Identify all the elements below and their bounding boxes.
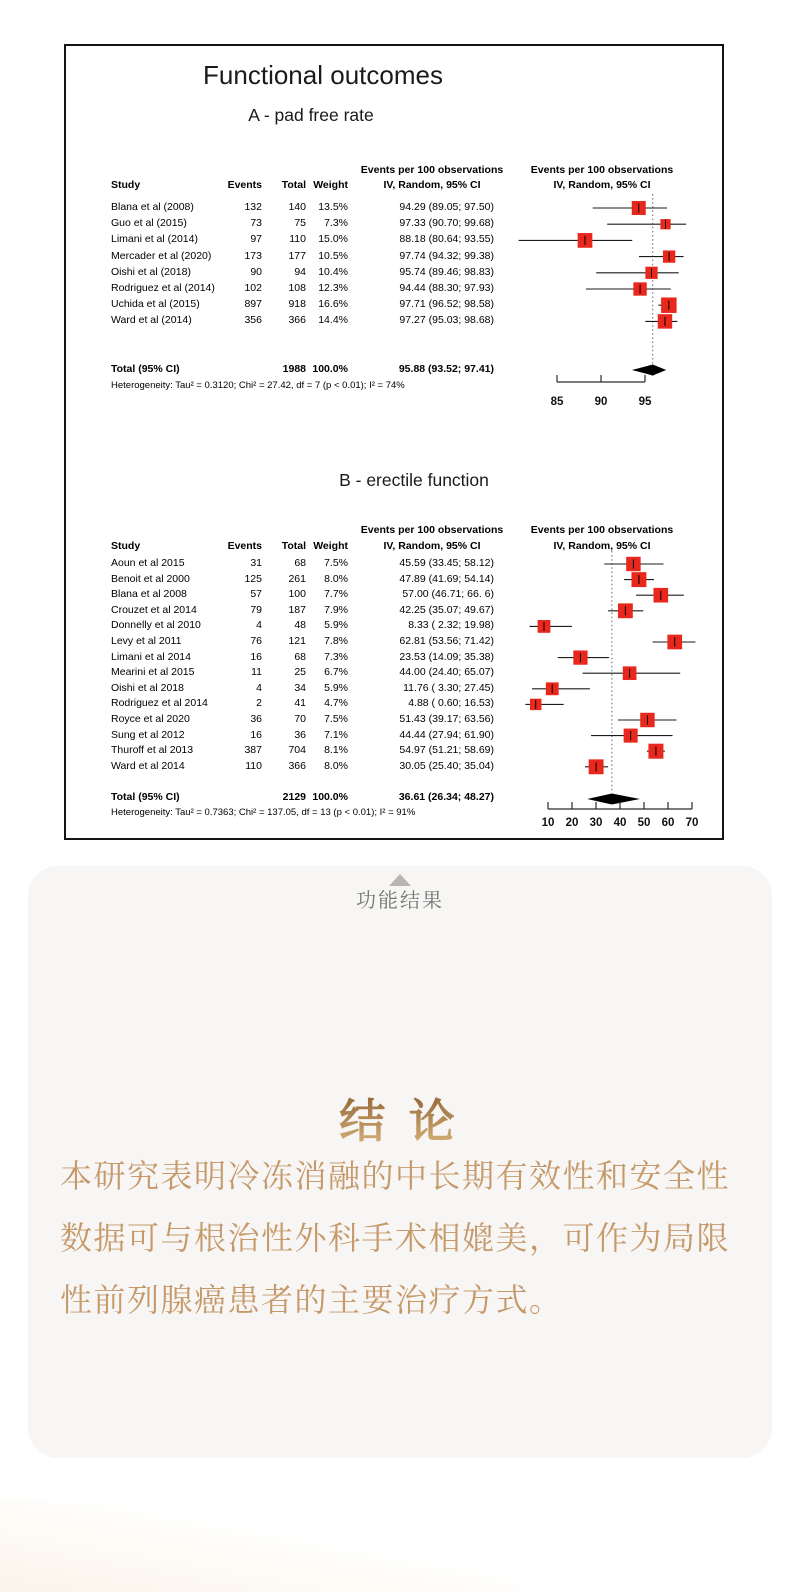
events-value: 125	[244, 572, 262, 585]
total-value: 261	[288, 572, 306, 585]
total-n: 1988	[282, 363, 306, 375]
weight-value: 12.3%	[318, 282, 348, 294]
ci-value: 62.81 (53.56; 71.42)	[399, 635, 494, 647]
col-weight: Weight	[313, 179, 348, 191]
study-name: Guo et al (2015)	[111, 217, 187, 230]
total-value: 41	[294, 697, 306, 710]
study-name: Mearini et al 2015	[111, 666, 195, 679]
events-value: 173	[244, 249, 262, 262]
events-value: 110	[245, 759, 262, 772]
col-study: Study	[111, 540, 141, 552]
ci-value: 42.25 (35.07; 49.67)	[399, 603, 494, 616]
events-value: 102	[244, 282, 262, 294]
effect-label: Events per 100 observations	[530, 164, 674, 176]
weight-value: 4.7%	[324, 697, 348, 710]
events-value: 356	[244, 314, 262, 327]
ci-value: 97.27 (95.03; 98.68)	[399, 314, 494, 327]
decorative-corner-gradient	[0, 1498, 520, 1592]
ci-value: 94.44 (88.30; 97.93)	[399, 282, 494, 294]
conclusion-line: 本研究表明冷冻消融的中长期有效性和安全性	[60, 1158, 731, 1194]
weight-value: 10.4%	[318, 265, 348, 278]
ci-value: 97.33 (90.70; 99.68)	[399, 217, 494, 230]
total-value: 36	[294, 728, 306, 741]
axis-tick-label: 95	[638, 396, 652, 408]
axis-tick-label: 30	[589, 817, 603, 829]
events-value: 76	[250, 635, 262, 647]
weight-value: 7.1%	[324, 728, 348, 741]
study-name: Mercader et al (2020)	[111, 249, 212, 262]
heterogeneity-text: Heterogeneity: Tau² = 0.7363; Chi² = 137.05, df = 13 (p < 0.01); I² = 91%	[111, 807, 416, 818]
study-name: Crouzet et al 2014	[111, 603, 197, 616]
weight-value: 15.0%	[318, 233, 348, 246]
ci-value: 23.53 (14.09; 35.38)	[399, 650, 494, 663]
figure-caption: 功能结果	[356, 890, 444, 912]
conclusion-line: 数据可与根治性外科手术相媲美，可作为局限	[60, 1220, 731, 1256]
events-value: 16	[250, 728, 262, 741]
study-name: Thuroff et al 2013	[111, 744, 194, 757]
axis-tick-label: 10	[541, 817, 555, 829]
axis-tick-label: 50	[637, 817, 651, 829]
total-value: 34	[294, 681, 306, 694]
events-value: 79	[250, 603, 262, 616]
events-value: 387	[244, 744, 262, 757]
weight-value: 10.5%	[318, 249, 348, 262]
weight-value: 7.9%	[324, 603, 348, 616]
events-value: 2	[256, 697, 262, 710]
axis-tick-label: 85	[550, 396, 564, 408]
ci-value: 97.71 (96.52; 98.58)	[399, 298, 494, 311]
events-value: 31	[250, 557, 262, 569]
study-name: Sung et al 2012	[111, 728, 185, 741]
conclusion-paragraph	[60, 1145, 750, 1331]
forest-plot-figure	[64, 44, 724, 840]
total-value: 140	[288, 201, 306, 213]
events-value: 897	[244, 298, 262, 311]
total-value: 121	[288, 635, 306, 647]
study-name: Oishi et al (2018)	[111, 265, 191, 278]
study-name: Levy et al 2011	[111, 635, 182, 647]
ci-value: 30.05 (25.40; 35.04)	[399, 759, 494, 772]
panel-b-header-top	[66, 523, 722, 538]
weight-value: 13.5%	[318, 201, 348, 213]
axis-tick-label: 20	[565, 817, 579, 829]
col-events: Events	[227, 540, 262, 552]
weight-value: 7.5%	[324, 713, 348, 725]
panel-b-label: B - erectile function	[339, 470, 489, 490]
model-label: IV, Random, 95% CI	[383, 540, 481, 552]
weight-value: 7.3%	[324, 217, 348, 230]
events-value: 16	[250, 650, 262, 663]
conclusion-line: 性前列腺癌患者的主要治疗方式。	[60, 1282, 563, 1318]
weight-value: 16.6%	[318, 298, 348, 311]
ci-value: 45.59 (33.45; 58.12)	[399, 557, 494, 569]
ci-value: 8.33 ( 2.32; 19.98)	[408, 619, 494, 632]
effect-label: Events per 100 observations	[360, 524, 504, 536]
total-value: 75	[294, 217, 306, 230]
events-value: 73	[250, 217, 262, 230]
total-value: 68	[294, 650, 306, 663]
total-label: Total (95% CI)	[111, 791, 180, 803]
heterogeneity-text: Heterogeneity: Tau² = 0.3120; Chi² = 27.42, df = 7 (p < 0.01); I² = 74%	[111, 380, 405, 391]
study-name: Aoun et al 2015	[111, 557, 185, 569]
total-ci: 95.88 (93.52; 97.41)	[398, 363, 494, 375]
events-value: 90	[250, 265, 262, 278]
total-value: 187	[288, 603, 306, 616]
study-name: Limani et al (2014)	[111, 233, 198, 246]
col-events: Events	[227, 179, 262, 191]
ci-value: 95.74 (89.46; 98.83)	[399, 265, 494, 278]
total-value: 366	[288, 759, 306, 772]
axis-tick-label: 60	[661, 817, 675, 829]
model-label: IV, Random, 95% CI	[553, 540, 651, 552]
ci-value: 47.89 (41.69; 54.14)	[399, 572, 494, 585]
total-value: 110	[289, 233, 306, 246]
summary-card	[28, 866, 772, 1458]
total-weight: 100.0%	[312, 363, 348, 375]
total-ci: 36.61 (26.34; 48.27)	[398, 791, 494, 803]
events-value: 4	[256, 619, 262, 632]
study-name: Rodriguez et al (2014)	[111, 282, 215, 294]
study-name: Limani et al 2014	[111, 650, 191, 663]
collapse-arrow-icon[interactable]	[389, 874, 411, 886]
axis-tick-label: 40	[613, 817, 627, 829]
study-name: Royce et al 2020	[111, 713, 190, 725]
weight-value: 6.7%	[324, 666, 348, 679]
total-value: 177	[288, 249, 306, 262]
ci-value: 97.74 (94.32; 99.38)	[399, 249, 494, 262]
col-study: Study	[111, 179, 141, 191]
ci-value: 44.44 (27.94; 61.90)	[399, 728, 494, 741]
total-n: 2129	[282, 791, 306, 803]
weight-value: 8.0%	[324, 572, 348, 585]
axis-tick-label: 70	[685, 817, 699, 829]
total-label: Total (95% CI)	[111, 363, 180, 375]
total-value: 100	[288, 588, 306, 601]
panel-a-header-top	[66, 163, 722, 178]
weight-value: 5.9%	[324, 681, 348, 694]
ci-value: 4.88 ( 0.60; 16.53)	[408, 697, 494, 710]
study-name: Rodriguez et al 2014	[111, 697, 208, 710]
study-name: Benoit et al 2000	[111, 572, 190, 585]
col-weight: Weight	[313, 540, 348, 552]
total-value: 94	[294, 265, 306, 278]
conclusion-title: 结 论	[28, 1096, 772, 1148]
pooled-diamond	[587, 794, 640, 805]
model-label: IV, Random, 95% CI	[553, 179, 651, 191]
total-value: 68	[294, 557, 306, 569]
ci-value: 57.00 (46.71; 66. 6)	[402, 588, 494, 601]
weight-value: 7.8%	[324, 635, 348, 647]
total-value: 366	[288, 314, 306, 327]
study-name: Ward et al (2014)	[111, 314, 192, 327]
weight-value: 7.5%	[324, 557, 348, 569]
study-name: Blana et al (2008)	[111, 201, 194, 213]
ci-value: 94.29 (89.05; 97.50)	[399, 201, 494, 213]
events-value: 4	[256, 681, 262, 694]
ci-value: 54.97 (51.21; 58.69)	[399, 744, 494, 757]
events-value: 132	[244, 201, 262, 213]
weight-value: 14.4%	[318, 314, 348, 327]
weight-value: 7.3%	[324, 650, 348, 663]
study-name: Uchida et al (2015)	[111, 298, 200, 311]
total-value: 25	[294, 666, 306, 679]
pooled-diamond	[632, 365, 666, 376]
study-name: Donnelly et al 2010	[111, 619, 201, 632]
events-value: 97	[250, 233, 262, 246]
study-name: Blana et al 2008	[111, 588, 187, 601]
weight-value: 5.9%	[324, 619, 348, 632]
total-value: 918	[288, 298, 306, 311]
total-value: 704	[288, 744, 306, 757]
total-value: 108	[288, 282, 306, 294]
ci-value: 11.76 ( 3.30; 27.45)	[403, 681, 494, 694]
events-value: 11	[251, 666, 262, 679]
weight-value: 7.7%	[324, 588, 348, 601]
col-total: Total	[281, 179, 306, 191]
total-value: 70	[294, 713, 306, 725]
ci-value: 51.43 (39.17; 63.56)	[399, 713, 494, 725]
model-label: IV, Random, 95% CI	[383, 179, 481, 191]
total-weight: 100.0%	[312, 791, 348, 803]
effect-label: Events per 100 observations	[360, 164, 504, 176]
figure-title: Functional outcomes	[203, 60, 443, 90]
axis-tick-label: 90	[594, 396, 608, 408]
panel-a-forest-plot	[502, 186, 721, 466]
col-total: Total	[281, 540, 306, 552]
weight-value: 8.0%	[324, 759, 348, 772]
weight-value: 8.1%	[324, 744, 348, 757]
effect-label: Events per 100 observations	[530, 524, 674, 536]
events-value: 36	[250, 713, 262, 725]
total-value: 48	[294, 619, 306, 632]
study-name: Oishi et al 2018	[111, 681, 184, 694]
study-name: Ward et al 2014	[111, 759, 185, 772]
panel-a-label: A - pad free rate	[248, 105, 374, 125]
events-value: 57	[250, 588, 262, 601]
panel-b-forest-plot	[502, 541, 721, 836]
ci-value: 44.00 (24.40; 65.07)	[399, 666, 494, 679]
ci-value: 88.18 (80.64; 93.55)	[399, 233, 494, 246]
